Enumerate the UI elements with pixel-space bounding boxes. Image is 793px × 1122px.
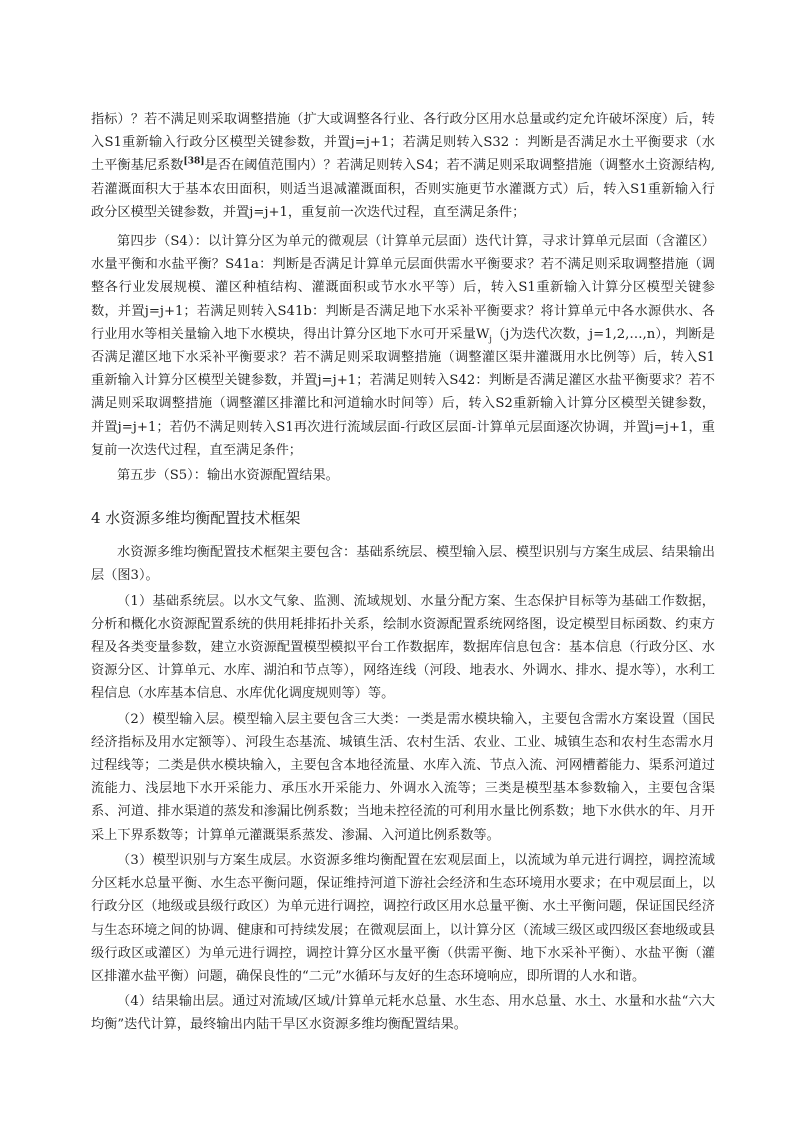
paragraph-text: 第四步（S4）：以计算分区为单元的微观层（计算单元层面）迭代计算，寻求计算单元层面（含灌区）水量平衡和水盐平衡？S41a：判断是否满足计算单元层面供需水平衡要求？若不满足则采取调整措施（调整各行业发展规模、灌区种植结构、灌溉面积或节水水平等）后，转入S1重新输入计算分区模型关键参数，并置j=j+1；若满足则转入S41b：判断是否满足地下水采补平衡要求？将计算单元中各水源供水、各行业用水等相关量输入地下水模块，得出计算分区地下水可开采量W	[91, 234, 715, 342]
section-heading: 4 水资源多维均衡配置技术框架	[91, 509, 301, 528]
paragraph-item-1: （1）基础系统层。以水文气象、监测、流域规划、水量分配方案、生态保护目标等为基础工作数据，分析和概化水资源配置系统的供用耗排拓扑关系，绘制水资源配置系统网络图，设定模型目标函数、约束方程及各类变量参数，建立水资源配置模型模拟平台工作数据库，数据库信息包含：基本信息（行政分区、水资源分区、计算单元、水库、湖泊和节点等），网络连线（河段、地表水、外调水、排水、提水等），水利工程信息（水库基本信息、水库优化调度规则等）等。	[91, 593, 715, 702]
page-content	[91, 108, 715, 1037]
paragraph-item-4: （4）结果输出层。通过对流域/区域/计算单元耗水总量、水生态、用水总量、水土、水量和水盐“六大均衡”迭代计算，最终输出内陆干旱区水资源多维均衡配置结果。	[91, 994, 715, 1033]
paragraph-text: （j为迭代次数，j=1,2,…,n），判断是否满足灌区地下水采补平衡要求？若不满足则采取调整措施（调整灌区渠井灌溉用水比例等）后，转入S1重新输入计算分区模型关键参数，并置j=j+1；若满足则转入S42：判断是否满足灌区水盐平衡要求？若不满足则采取调整措施（调整灌区排灌比和河道输水时间等）后，转入S2重新输入计算分区模型关键参数，并置j=j+1；若仍不满足则转入S1再次进行流域层面-行政区层面-计算单元层面逐次协调，并置j=j+1，重复前一次迭代过程，直至满足条件；	[91, 326, 715, 458]
paragraph-step3-continued	[91, 108, 715, 224]
paragraph-text: 是否在阈值范围内）？若满足则转入S4；若不满足则采取调整措施（调整水土资源结构,若灌溉面积大于基本农田面积，则适当退减灌溉面积，否则实施更节水灌溉方式）后，转入S1重新输入行政分区模型关键参数，并置j=j+1，重复前一次迭代过程，直至满足条件；	[91, 158, 715, 220]
paragraph-intro: 水资源多维均衡配置技术框架主要包含：基础系统层、模型输入层、模型识别与方案生成层、结果输出层（图3）。	[91, 545, 715, 584]
subscript: j	[489, 334, 492, 344]
paragraph-item-3: （3）模型识别与方案生成层。水资源多维均衡配置在宏观层面上，以流域为单元进行调控，调控流域分区耗水总量平衡、水生态平衡问题，保证维持河道下游社会经济和生态环境用水要求；在中观层面上，以行政分区（地级或县级行政区）为单元进行调控，调控行政区用水总量平衡、水土平衡问题，保证国民经济与生态环境之间的协调、健康和可持续发展；在微观层面上，以计算分区（流域三级区或四级区套地级或县级行政区或灌区）为单元进行调控，调控计算分区水量平衡（供需平衡、地下水采补平衡）、水盐平衡（灌区排灌水盐平衡）问题，确保良性的“二元”水循环与友好的生态环境响应，即所谓的人水和谐。	[91, 852, 715, 984]
paragraph-step5: 第五步（S5）：输出水资源配置结果。	[117, 468, 339, 484]
paragraph-text: 指标）？若不满足则采取调整措施（扩大或调整各行业、各行政分区用水总量或约定允许破坏深度）后，转入S1重新输入行政分区模型关键参数，并置j=j+1；若满足则转入S32 ：判断是否满足水土平衡要求（水土平衡基尼系数	[91, 112, 715, 174]
paragraph-step4	[91, 230, 715, 462]
citation-reference[interactable]: [38]	[183, 157, 205, 168]
paragraph-item-2: （2）模型输入层。模型输入层主要包含三大类：一类是需水模块输入，主要包含需水方案设置（国民经济指标及用水定额等）、河段生态基流、城镇生活、农村生活、农业、工业、城镇生态和农村生态需水月过程线等；二类是供水模块输入，主要包含本地径流量、水库入流、节点入流、河网槽蓄能力、渠系河道过流能力、浅层地下水开采能力、承压水开采能力、外调水入流等；三类是模型基本参数输入，主要包含渠系、河道、排水渠道的蒸发和渗漏比例系数；当地未控径流的可利用水量比例系数；地下水供水的年、月开采上下界系数等；计算单元灌溉渠系蒸发、渗漏、入河道比例系数等。	[91, 711, 715, 843]
